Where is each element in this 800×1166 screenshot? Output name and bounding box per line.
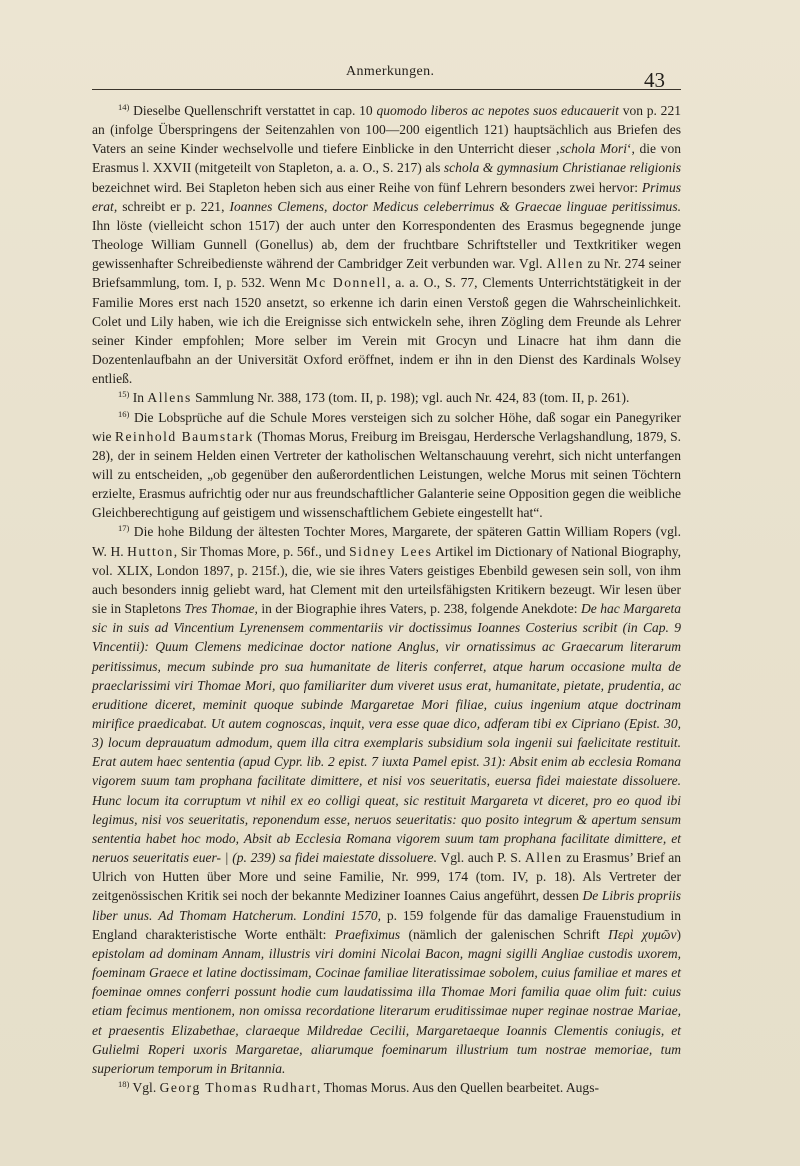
- page-number: 43: [644, 68, 665, 92]
- italic-run: Ioannes Clemens, doctor Medicus celeberrimus & Graecae linguae peritissimus.: [229, 198, 681, 214]
- footnote-15: [92, 388, 681, 407]
- spaced-name: Allens: [147, 390, 192, 406]
- italic-run: Ad Thomam Hatcherum. Londini 1570,: [158, 907, 382, 923]
- running-head: Anmerkungen.: [346, 64, 435, 79]
- text-run: ): [676, 926, 681, 942]
- text-run: schreibt er p. 221,: [117, 198, 230, 214]
- italic-run: Primus erat,: [92, 179, 681, 214]
- footnote-marker: 15): [118, 389, 130, 400]
- text-run: In: [132, 390, 148, 406]
- text-run: , Thomas Morus. Aus den Quellen bearbeitet. Augs-: [317, 1079, 599, 1095]
- text-run: zu Nr. 274 seiner Briefsammlung, tom. I, p. 532. Wenn: [92, 256, 681, 291]
- text-run: ‘, die von Erasmus l. XXVII (mitgeteilt von Stapleton, a. a. O., S. 217) als: [92, 141, 682, 176]
- spaced-name: Hutton: [127, 543, 174, 559]
- text-run: Die hohe Bildung der ältesten Tochter Mores, Margarete, der späteren Gattin William Ropers (vgl. W. H.: [92, 524, 681, 559]
- text-run: , a. a. O., S. 77, Clements Unterrichtstätigkeit in der Familie Mores erst nach 1520 ansetzt, so erkenne ich darin einen Verstoß gegen die Wahrscheinlichkeit. Colet und Lily haben, wie ich die Ereignisse sich entwickeln sehe, ihren Zögling dem Freunde als Lehrer seiner Kinder empfohlen; More selber im Verein mit Grocyn und Linacre hat ihm dann die Dozentenlaufbahn an der Universität Oxford eröffnet, indem er ihn in den Dienst des Kardinals Wolsey entließ.: [92, 275, 681, 387]
- footnote-text: [92, 103, 681, 386]
- footnote-17: [92, 522, 681, 1078]
- text-run: (Thomas Morus, Freiburg im Breisgau, Herdersche Verlagshandlung, 1879, S. 28), der in seinem Helden einen Vertreter der katholischen Weltanschauung verehrt, sich nicht unterfangen will zu entscheiden, „ob gegenüber den außerordentlichen Leistungen, welche Morus mit seinen Töchtern erzielte, Erasmus aufrichtig oder nur aus freundschaftlicher Galanterie seine Opposition gegen die weibliche Gleichberechtigung auf geistigem und wissenschaftlichem Gebiete eingestellt hat“.: [92, 428, 681, 521]
- spaced-name: Reinhold Baumstark: [114, 428, 254, 444]
- header-rule: [92, 89, 681, 90]
- footnote-16: [92, 408, 681, 523]
- spaced-name: Mc Donnell: [305, 275, 388, 291]
- italic-run: Περὶ χυμῶν: [608, 926, 677, 942]
- italic-run: quomodo liberos ac nepotes suos educauerit: [376, 103, 619, 118]
- footnotes-body: [92, 101, 681, 1097]
- italic-run: Tres Thomae,: [184, 601, 258, 617]
- italic-run: De hac Margareta sic in suis ad Vincentium Lyrenensem commentariis vir doctissimus Ioannes Costerius scribit (in Cap. 9 Vincentii): Quum Clemens medicinae doctor natione Anglus, vir ornatissimus ac Graecarum literarum peritissimus, mecum subinde pro sua humanitate de literis conferret, atque harum occasione multa de praeclarissimi viri Thomae Mori, quo familiariter dum viveret usus erat, humanitate, pietate, prudentia, ac eruditione diceret, meminit quoque subinde Margaretae Mori filiae, cuius ingenium atque doctrinam mirifice praedicabat. Ut autem cognoscas, inquit, vera esse quae dico, adferam tibi ex Cipriano (Epist. 30, 3) locum deprauatum admodum, quem illa citra exemplaris subsidium sola ingenii sui faelicitate restituit. Erat autem haec sententia (apud Cypr. lib. 2 epist. 7 iuxta Pamel epist. 31): Absit enim ab ecclesia Romana vigorem suum tam prophana facilitate dimittere, et nisi vos seueritatis, euersa fidei maiestate dissoluere. Hunc locum ita corruptum vt nihil ex eo colligi queat, sic restituit Margareta vt diceret, pro eo quod ibi legimus, nisi vos seueritatis, reponendum esse, neruos seueritatis: quo posito integrum & apertum sensum sententia habet hoc modo, Absit ab Ecclesia Romana vigorem suum tam prophana facilitate dimittere, et neruos seueritatis euer- | (p. 239) sa fidei maiestate dissoluere.: [92, 601, 681, 866]
- text-run: Die Lobsprüche auf die Schule Mores versteigen sich zu solcher Höhe, daß sogar ein Panegyriker wie: [92, 409, 681, 444]
- text-run: bezeichnet wird. Bei Stapleton heben sich aus einer Reihe von fünf Lehrern besonders zwei hervor:: [92, 179, 642, 195]
- text-run: , Sir Thomas More, p. 56f., und: [173, 543, 350, 559]
- text-run: p. 159 folgende für das damalige Frauenstudium in England charakteristische Worte enthält:: [92, 907, 681, 942]
- spaced-name: Allen: [524, 850, 563, 866]
- text-run: zu Erasmus’ Brief an Ulrich von Hutten über More und seine Familie, Nr. 999, 174 (tom. IV, p. 18). Als Vertreter der zeitgenössischen Kritik sei noch der bekannte Mediziner Ioannes Caius angeführt, dessen: [92, 850, 681, 904]
- text-run: Ihn löste (vielleicht schon 1517) der auch unter den Korrespondenten des Erasmus begegnende junge Theologe William Gunnell (Gonellus) ab, dem der fruchtbare Schriftsteller und Textkritiker wegen gewissenhafter Schreibedienste während der Cambridger Zeit verbunden war. Vgl.: [92, 217, 681, 272]
- italic-run: schola Mori: [559, 141, 627, 157]
- italic-run: De Libris propriis liber unus.: [92, 888, 681, 923]
- text-run: Sammlung Nr. 388, 173 (tom. II, p. 198); vgl. auch Nr. 424, 83 (tom. II, p. 261).: [191, 390, 630, 406]
- footnote-text: [92, 524, 681, 1075]
- footnote-text: [133, 390, 630, 405]
- text-run: von p. 221 an (infolge Überspringens der Seitenzahlen von 100—200 eigentlich 121) hauptsächlich aus Briefen des Vaters an seine Kinder wechselvolle und tiefere Einblicke in den Unterricht dieser ‚: [92, 103, 681, 157]
- text-run: Vgl.: [132, 1079, 160, 1095]
- spaced-name: Allen: [546, 256, 584, 272]
- text-run: Artikel im Dictionary of National Biography, vol. XLIX, London 1897, p. 215f.), die, wie sie ihres Vaters geistiges Ebenbild gewesen sein soll, von ihm auch besonders innig geliebt ward, hat Clement mit den urteilsfähigsten Kritikern bezeugt. Wir lesen über sie in Stapletons: [92, 543, 682, 617]
- italic-run: Praefiximus: [334, 926, 401, 942]
- footnote-marker: 16): [118, 408, 130, 419]
- footnote-marker: 17): [118, 523, 130, 534]
- footnote-14: [92, 101, 681, 388]
- footnote-marker: 14): [118, 102, 130, 112]
- text-run: in der Biographie ihres Vaters, p. 238, folgende Anekdote:: [257, 601, 581, 617]
- italic-run: epistolam ad dominam Annam, illustris viri domini Nicolai Bacon, magni sigilli Angliae custodis uxorem, foeminam Graece et latine doctissimam, Cocinae familiae literatissimae sobolem, cuius familiae et mares et foeminae omnes conferri possunt hodie cum laudatissima illa Thomae Mori familia quae olim fuit: cuius etiam fecimus mentionem, non omissa recordatione literarum eruditissimae nuper reginae nostrae Mariae, et praesentis Elizabethae, claraeque Mildredae Cecilii, Margaretaeque Ioannis Clementis coniugis, et Gulielmi Roperi uxoris Margaretae, aliarumque foeminarum illustrium tum nostrae memoriae, tum superiorum temporum in Britannia.: [92, 945, 681, 1076]
- text-run: (nämlich der galenischen Schrift: [400, 926, 609, 942]
- text-run: Vgl. auch P. S.: [436, 850, 525, 866]
- footnote-marker: 18): [118, 1078, 130, 1089]
- footnote-text: [92, 410, 681, 521]
- spaced-name: Georg Thomas Rudhart: [159, 1079, 318, 1095]
- footnote-text: [133, 1080, 599, 1095]
- text-run: Dieselbe Quellenschrift verstattet in cap. 10: [133, 103, 377, 118]
- italic-run: schola & gymnasium Christianae religionis: [443, 160, 681, 176]
- spaced-name: Sidney Lees: [349, 543, 433, 559]
- footnote-18: [92, 1078, 681, 1097]
